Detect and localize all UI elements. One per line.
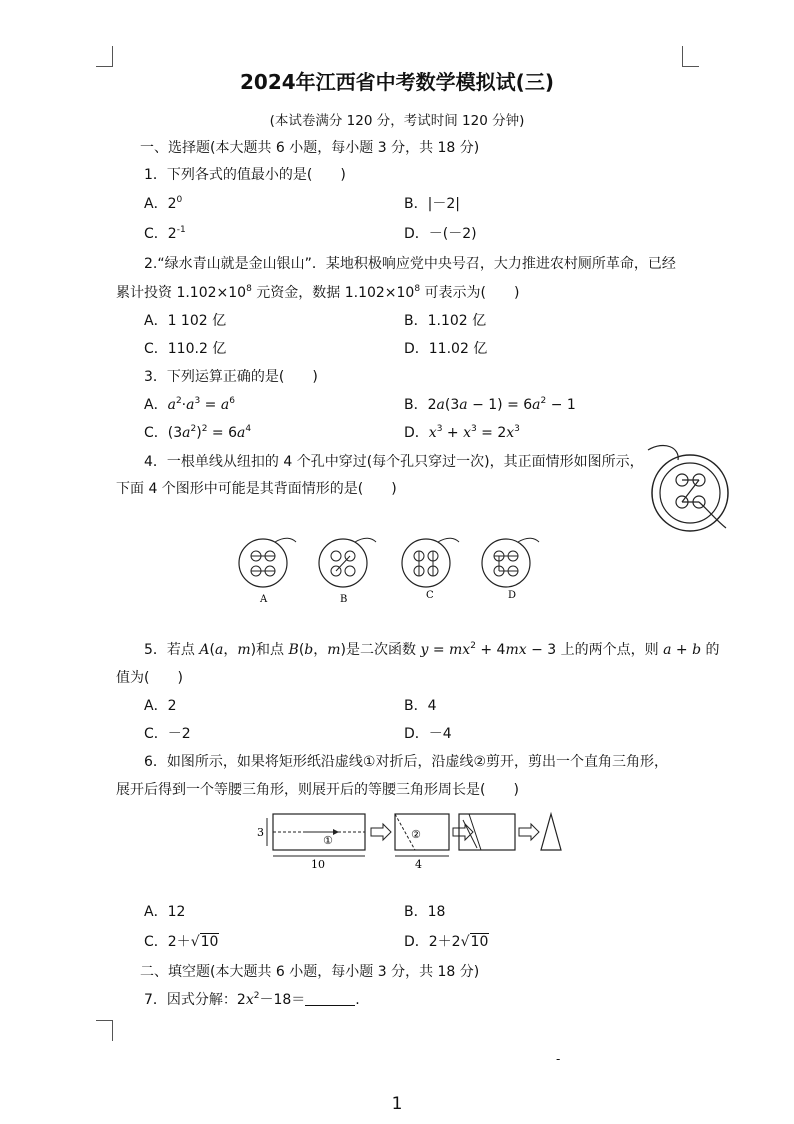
q4-label-c: C: [426, 590, 434, 601]
fig-label-4: 4: [415, 858, 422, 870]
page-number: 1: [391, 1094, 403, 1114]
q1-option-b: B．|－2|: [404, 196, 460, 212]
q3-option-a: A．$a^2\cdot a^3 = a^6$: [144, 396, 235, 413]
q3-option-b: B．$2a(3a - 1) = 6a^2 - 1$: [404, 396, 576, 413]
q5-option-c: C．－2: [144, 726, 191, 742]
q1-stem: 1．下列各式的值最小的是( ): [144, 167, 346, 183]
q6-line-2: 展开后得到一个等腰三角形，则展开后的等腰三角形周长是( ): [116, 782, 519, 798]
q4-option-c-figure: [402, 538, 459, 587]
q6-option-a: A．12: [144, 904, 186, 920]
q3-option-d: D．$x^3 + x^3 = 2x^3$: [404, 424, 520, 441]
q4-option-a-figure: [239, 538, 296, 587]
q4-options-figure: [230, 530, 560, 610]
q5-line-2: 值为( ): [116, 670, 183, 686]
q5-option-d: D．－4: [404, 726, 452, 742]
q6-line-1: 6．如图所示，如果将矩形纸沿虚线①对折后，沿虚线②剪开，剪出一个直角三角形，: [144, 754, 669, 770]
q2-line-2: 累计投资 $1.102\times 10^8$ 元资金，数据 $1.102\times 10^8$ 可表示为( ): [116, 284, 520, 301]
q4-label-a: A: [260, 594, 268, 605]
q2-option-d: D．11.02 亿: [404, 341, 488, 357]
q4-label-d: D: [508, 590, 517, 601]
fig-mark-2: ②: [411, 828, 421, 841]
q2-option-b: B．1.102 亿: [404, 313, 487, 329]
q1-option-a: A．$2^0$: [144, 195, 183, 212]
q7-answer-blank[interactable]: [305, 991, 355, 1006]
fig-label-3: 3: [257, 826, 264, 839]
fig-label-10: 10: [311, 858, 325, 870]
q4-line-1: 4．一根单线从纽扣的 4 个孔中穿过(每个孔只穿过一次)，其正面情形如图所示，: [144, 454, 644, 470]
exam-subtitle: (本试卷满分 120 分，考试时间 120 分钟): [269, 113, 525, 129]
section-1-heading: 一、选择题(本大题共 6 小题，每小题 3 分，共 18 分): [140, 140, 480, 156]
q6-option-d: D．2＋2√10: [404, 934, 489, 950]
q4-option-d-figure: [482, 538, 539, 587]
crop-mark-bottom-left: [96, 1020, 113, 1041]
q6-option-c: C．2＋√10: [144, 934, 219, 950]
crop-mark-top-left: [96, 46, 113, 67]
q2-option-c: C．110.2 亿: [144, 341, 227, 357]
crop-mark-top-right: [682, 46, 699, 67]
exam-title: 2024年江西省中考数学模拟试(三): [240, 70, 554, 94]
button-front-figure: [640, 440, 740, 540]
q3-option-c: C．$(3a^2)^2 = 6a^4$: [144, 424, 252, 441]
q3-stem: 3．下列运算正确的是( ): [144, 369, 318, 385]
q2-line-1: 2.“绿水青山就是金山银山”．某地积极响应党中央号召，大力推进农村厕所革命，已经: [144, 256, 676, 272]
fig-mark-1: ①: [323, 834, 333, 847]
q4-option-b-figure: [319, 538, 376, 587]
q1-option-d: D．－(－2): [404, 226, 477, 242]
q2-option-a: A．1 102 亿: [144, 313, 227, 329]
q4-label-b: B: [340, 594, 348, 605]
paper-fold-figure: [255, 806, 575, 870]
section-2-heading: 二、填空题(本大题共 6 小题，每小题 3 分，共 18 分): [140, 964, 480, 980]
q5-option-a: A．2: [144, 698, 177, 714]
footer-mark: -: [556, 1052, 561, 1066]
q5-option-b: B．4: [404, 698, 437, 714]
q1-option-c: C．$2^{-1}$: [144, 225, 186, 242]
q4-line-2: 下面 4 个图形中可能是其背面情形的是( ): [116, 481, 397, 497]
q6-option-b: B．18: [404, 904, 446, 920]
q7-line: 7．因式分解：$2x^2-18=$ .: [144, 991, 360, 1008]
q5-line-1: 5．若点 A(a，m)和点 B(b，m)是二次函数 $y = mx^2 + 4mx - 3$ 上的两个点，则 a + b 的: [144, 641, 720, 658]
